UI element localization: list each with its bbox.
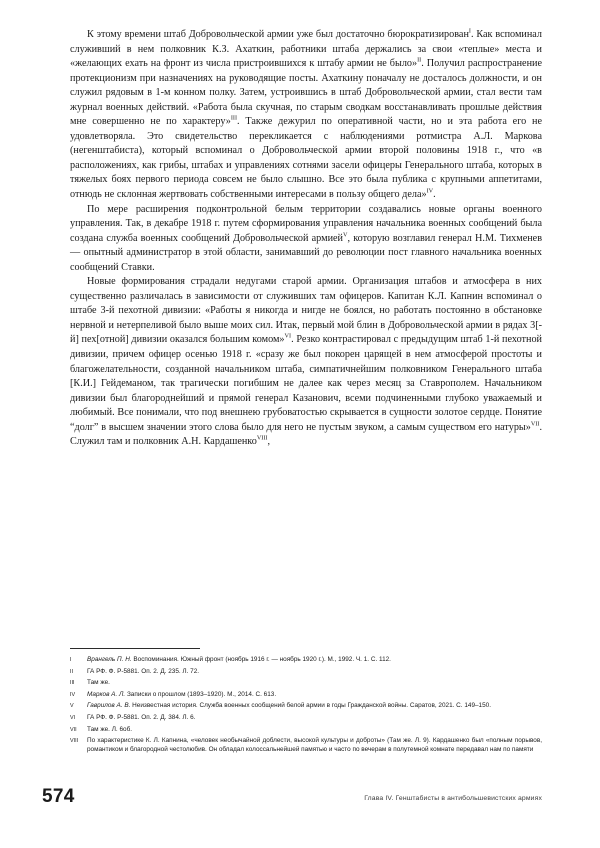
- footnote-marker: VIII: [70, 738, 79, 745]
- footnote-item: [70, 726, 542, 735]
- footnote-separator-rule: [70, 648, 200, 649]
- footnote-item: [70, 656, 542, 665]
- footnote-text: Марков А. Л. Записки о прошлом (1893–1920). М., 2014. С. 613.: [87, 690, 277, 698]
- footnote-text: ГА РФ. Ф. Р-5881. Оп. 2. Д. 235. Л. 72.: [87, 667, 200, 675]
- footnote-marker: I: [70, 657, 72, 663]
- footnote-item: [70, 737, 542, 755]
- footnote-text: Там же.: [87, 679, 110, 687]
- footnote-text: Там же. Л. 6об.: [87, 725, 133, 733]
- body-text-column: [70, 28, 542, 450]
- footnote-item: [70, 668, 542, 677]
- footnote-item: [70, 714, 542, 723]
- footnote-item: [70, 691, 542, 700]
- footnote-text: По характеристике К. Л. Капнина, «человек необычайной доблести, высокой культуры и доброты» (Там же. Л. 9). Кардашенко был «полным порывов, романтиком и благородной честолюбив. Он обладал колоссальнейшей памятью и часто по вечерам в полутемной комнате передавал нам по памяти: [87, 737, 542, 754]
- footnote-text: Врангель П. Н. Воспоминания. Южный фронт (ноябрь 1916 г. — ноябрь 1920 г.). М., 1992. Ч. 1. С. 112.: [87, 656, 391, 663]
- footnote-marker: II: [70, 668, 73, 675]
- footnotes-block: [70, 648, 542, 757]
- running-head: Глава IV. Генштабисты в антибольшевистских армиях: [364, 795, 542, 802]
- paragraph-1: К этому времени штаб Добровольческой армии уже был достаточно бюрократизирован$^I$. Как вспоминал служивший в нем полковник К.З. Ахаткин, работники штаба держались за свои «теплые» места и «желающих ехать на фронт из числа пристроившихся к штабу армии не было»$^{II}$. Получил распространение протекционизм при назначениях на руководящие посты. Ахаткину поначалу не досталось должности, и он служил рядовым в 1-м конном полку. Затем, устроившись в штаб Добровольческой армии, стал вести там журнал военных действий. «Работа была скучная, по старым сводкам восстанавливать прошлые действия мне совершенно не по характеру»$^{III}$. Также дежурил по оперативной части, но и эта работа его не удовлетворяла. Это свидетельство перекликается с наблюдениями ротмистра А.Л. Маркова (негенштабиста), который вспоминал о Добровольческой армии второй половины 1918 г., что «в расположениях, как грибы, штабах и управлениях сотнями засели офицеры Генерального штаба, которых в тяжелых боях первого периода совсем не было слышно. Все это была публика с крупными аппетитами, отнюдь не склонная жертвовать собственными интересами в пользу общего дела»$^{IV}$.: [70, 27, 543, 201]
- footnote-text: ГА РФ. Ф. Р-5881. Оп. 2. Д. 384. Л. 6.: [87, 713, 196, 721]
- footnote-marker: VII: [70, 726, 77, 733]
- footnote-marker: IV: [70, 691, 76, 698]
- paragraph-2: По мере расширения подконтрольной белым территории создавались новые органы военного управления. Так, в декабре 1918 г. путем сформирования управления начальника военных сообщений была создана служба военных сообщений Добровольческой армией$^V$, которую возглавил генерал Н.М. Тихменев — опытный администратор в этой области, занимавший до революции пост главного начальника военных сообщений Ставки.: [70, 203, 543, 273]
- paragraph-3: Новые формирования страдали недугами старой армии. Организация штабов и атмосфера в них существенно различалась в зависимости от служивших там офицеров. Капитан К.Л. Капнин вспоминал о штабе 3-й пехотной дивизии: «Работы я никогда и нигде не боялся, но работать постоянно в обстановке нервной и нетерпеливой было выше моих сил. Итак, первый мой блин в Добровольческой армии в рядах 3[-й] пех[отной] дивизии оказался большим комом»$^{VI}$. Резко контрастировал с предыдущим штаб 1-й пехотной дивизии, причем офицер осенью 1918 г. «сразу же был покорен царящей в нем атмосферой простоты и благожелательности, созданной начальником штаба, симпатичнейшим полковником Генерального штаба [К.И.] Гейдеманом, так трагически погибшим не далее как через месяц за Ставрополем. Начальником дивизии был благороднейший и прямой генерал Казанович, всеми подчиненными глубоко уважаемый и любимый. Все понимали, что под внешнею грубоватостью скрывается в сущности золотое сердце. Понятие “долг” в высшем значении этого слова было для него не пустым звуком, а самым существом его натуры»$^{VII}$. Служил там и полковник А.Н. Кардашенко$^{VIII}$,: [70, 276, 542, 448]
- footnote-item: [70, 679, 542, 688]
- footnote-marker: VI: [70, 714, 76, 721]
- footnote-marker: III: [70, 680, 75, 687]
- footnote-marker: V: [70, 703, 74, 710]
- page-footer: [0, 786, 600, 826]
- page-number: 574: [42, 786, 75, 807]
- footnote-item: [70, 702, 542, 711]
- footnote-text: Гаврилов А. В. Неизвестная история. Служба военных сообщений белой армии в годы Гражданской войны. Саратов, 2021. С. 149–150.: [87, 702, 491, 710]
